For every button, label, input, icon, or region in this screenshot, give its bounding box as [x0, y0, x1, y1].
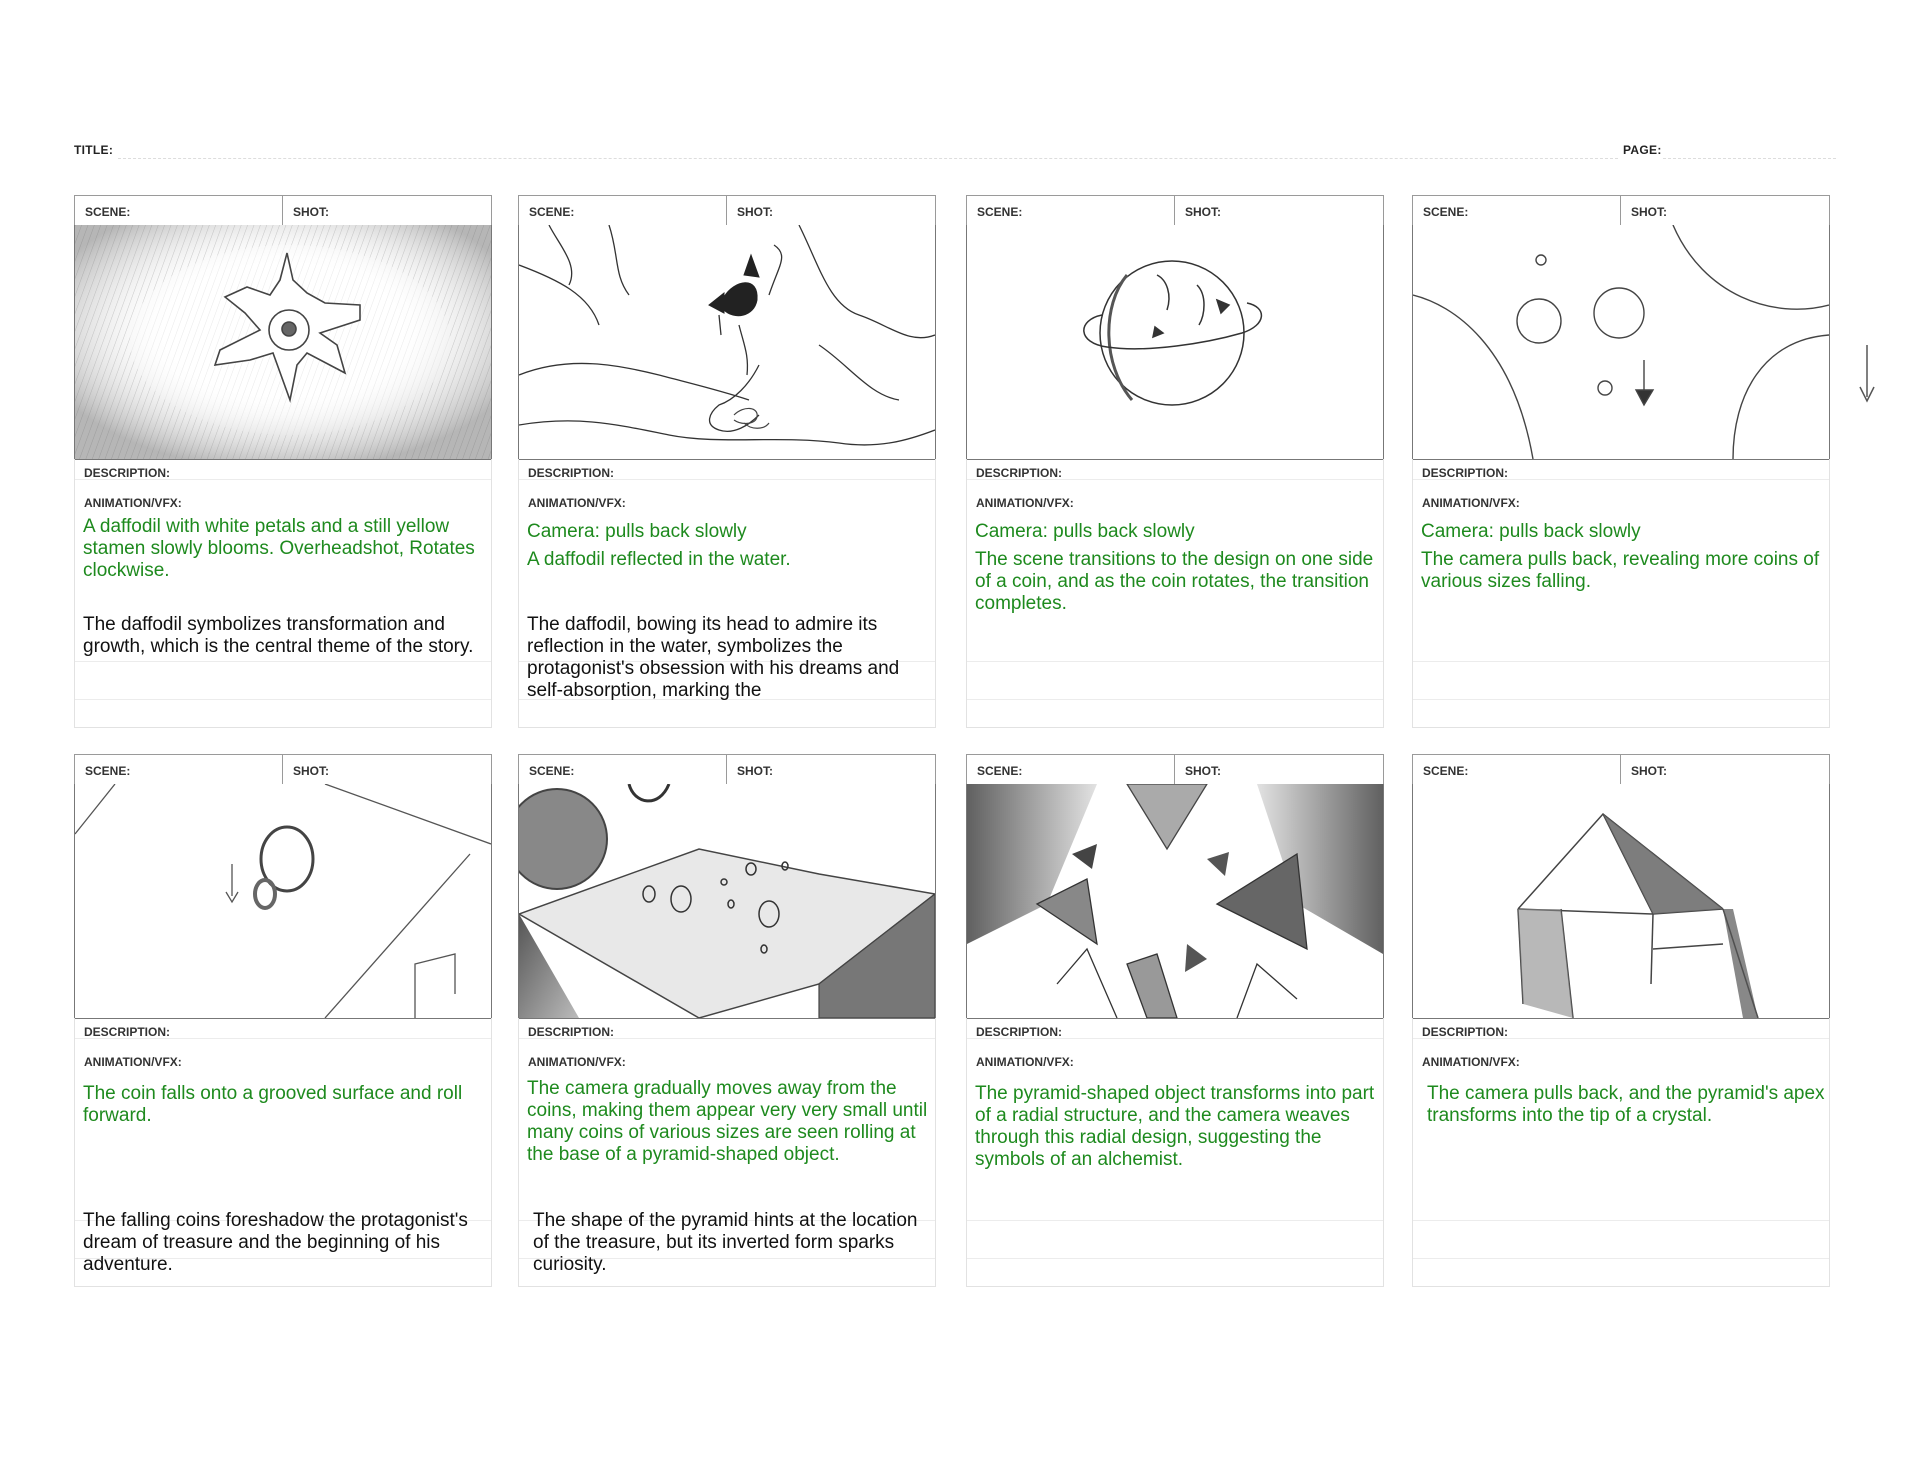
sketch-frame-daffodil-overhead: [74, 225, 492, 460]
description-label: DESCRIPTION:: [528, 1025, 615, 1039]
animation-note: Camera: pulls back slowly: [975, 521, 1195, 542]
storyboard-panel-4: [1412, 195, 1830, 727]
scene-label: SCENE:: [529, 764, 575, 778]
shot-label: SHOT:: [1631, 205, 1667, 219]
sketch-frame-pyramid-coins: [518, 784, 936, 1019]
shot-label: SHOT:: [1631, 764, 1667, 778]
animation-vfx-label: ANIMATION/VFX:: [1422, 1055, 1520, 1069]
shot-label: SHOT:: [737, 205, 773, 219]
description-label: DESCRIPTION:: [528, 466, 615, 480]
description-notes: The daffodil, bowing its head to admire its reflection in the water, symbolizes the protagonist's obsession with his dreams and self-absorption, marking the: [527, 614, 900, 701]
pyramid-coins-sketch: [519, 784, 935, 1018]
notes-area: [74, 1018, 492, 1287]
scene-label: SCENE:: [977, 205, 1023, 219]
notes-area: [1412, 1018, 1830, 1287]
sketch-frame-daffodil-reflection: [518, 225, 936, 460]
scene-shot-bar: [74, 195, 492, 227]
animation-notes: [83, 1083, 488, 1133]
animation-note: The coin falls onto a grooved surface and roll forward.: [83, 1083, 463, 1126]
sketch-frame-rotating-coin: [966, 225, 1384, 460]
storyboard-panel-1: [74, 195, 492, 727]
notes-area: [1412, 459, 1830, 728]
scene-label: SCENE:: [977, 764, 1023, 778]
crystal-apex-sketch: [1413, 784, 1829, 1018]
storyboard-panel-7: [966, 754, 1384, 1286]
sketch-frame-falling-coins: [1412, 225, 1830, 460]
animation-vfx-label: ANIMATION/VFX:: [528, 496, 626, 510]
scene-shot-bar: [74, 754, 492, 786]
description-label: DESCRIPTION:: [84, 1025, 171, 1039]
animation-note: The camera pulls back, and the pyramid's apex transforms into the tip of a crystal.: [1427, 1083, 1825, 1126]
animation-vfx-label: ANIMATION/VFX:: [976, 1055, 1074, 1069]
description-label: DESCRIPTION:: [1422, 1025, 1509, 1039]
notes-area: [518, 459, 936, 728]
description-label: DESCRIPTION:: [84, 466, 171, 480]
scene-shot-bar: [518, 754, 936, 786]
arrow-down-icon: [1855, 345, 1879, 405]
animation-note: A daffodil with white petals and a still yellow stamen slowly blooms. Overheadshot, Rotates clockwise.: [83, 516, 475, 581]
animation-notes: [975, 521, 1380, 621]
animation-vfx-label: ANIMATION/VFX:: [976, 496, 1074, 510]
animation-note: The scene transitions to the design on one side of a coin, and as the coin rotates, the transition completes.: [975, 549, 1374, 614]
animation-vfx-label: ANIMATION/VFX:: [1422, 496, 1520, 510]
scene-label: SCENE:: [85, 764, 131, 778]
animation-note: Camera: pulls back slowly: [1421, 521, 1641, 542]
storyboard-panel-6: [518, 754, 936, 1286]
animation-notes: [975, 1083, 1380, 1177]
scene-label: SCENE:: [1423, 764, 1469, 778]
title-line: [118, 158, 1618, 159]
scene-shot-bar: [1412, 754, 1830, 786]
rotating-coin-sketch: [967, 225, 1383, 459]
description-notes: The shape of the pyramid hints at the location of the treasure, but its inverted form sparks curiosity.: [533, 1210, 918, 1275]
title-label: TITLE:: [74, 143, 114, 157]
coin-on-surface-sketch: [75, 784, 491, 1018]
page-line: [1663, 158, 1836, 159]
animation-notes: [1427, 1083, 1832, 1133]
scene-label: SCENE:: [85, 205, 131, 219]
shot-label: SHOT:: [1185, 205, 1221, 219]
notes-area: [966, 1018, 1384, 1287]
daffodil-reflection-sketch: [519, 225, 935, 459]
scene-label: SCENE:: [529, 205, 575, 219]
shot-label: SHOT:: [737, 764, 773, 778]
falling-coins-sketch: [1413, 225, 1829, 459]
animation-notes: [83, 516, 488, 588]
animation-notes: [527, 1078, 932, 1172]
scene-shot-bar: [966, 754, 1384, 786]
scene-shot-bar: [518, 195, 936, 227]
animation-notes: [1421, 521, 1826, 599]
radial-structure-sketch: [967, 784, 1383, 1018]
animation-note: A daffodil reflected in the water.: [527, 549, 791, 570]
shot-label: SHOT:: [293, 205, 329, 219]
animation-notes: [527, 521, 932, 577]
storyboard-panel-8: [1412, 754, 1830, 1286]
storyboard-panel-3: [966, 195, 1384, 727]
daffodil-overhead-sketch: [75, 225, 491, 459]
shot-label: SHOT:: [1185, 764, 1221, 778]
sketch-frame-radial-structure: [966, 784, 1384, 1019]
animation-vfx-label: ANIMATION/VFX:: [84, 496, 182, 510]
storyboard-panel-5: [74, 754, 492, 1286]
page-label: PAGE:: [1623, 143, 1662, 157]
animation-note: The camera pulls back, revealing more coins of various sizes falling.: [1421, 549, 1820, 592]
shot-label: SHOT:: [293, 764, 329, 778]
animation-note: The pyramid-shaped object transforms into part of a radial structure, and the camera weaves through this radial design, suggesting the symbols of an alchemist.: [975, 1083, 1375, 1170]
sketch-frame-crystal-apex: [1412, 784, 1830, 1019]
animation-note: Camera: pulls back slowly: [527, 521, 747, 542]
notes-area: [966, 459, 1384, 728]
animation-vfx-label: ANIMATION/VFX:: [528, 1055, 626, 1069]
description-label: DESCRIPTION:: [1422, 466, 1509, 480]
notes-area: [74, 459, 492, 728]
notes-area: [518, 1018, 936, 1287]
scene-label: SCENE:: [1423, 205, 1469, 219]
scene-shot-bar: [966, 195, 1384, 227]
description-notes: The daffodil symbolizes transformation and growth, which is the central theme of the story.: [83, 614, 474, 657]
sketch-frame-coin-on-surface: [74, 784, 492, 1019]
description-label: DESCRIPTION:: [976, 1025, 1063, 1039]
animation-vfx-label: ANIMATION/VFX:: [84, 1055, 182, 1069]
animation-note: The camera gradually moves away from the coins, making them appear very very small until many coins of various sizes are seen rolling at the base of a pyramid-shaped object.: [527, 1078, 928, 1165]
description-label: DESCRIPTION:: [976, 466, 1063, 480]
storyboard-panel-2: [518, 195, 936, 727]
description-notes: The falling coins foreshadow the protagonist's dream of treasure and the beginning of his adventure.: [83, 1210, 468, 1275]
scene-shot-bar: [1412, 195, 1830, 227]
